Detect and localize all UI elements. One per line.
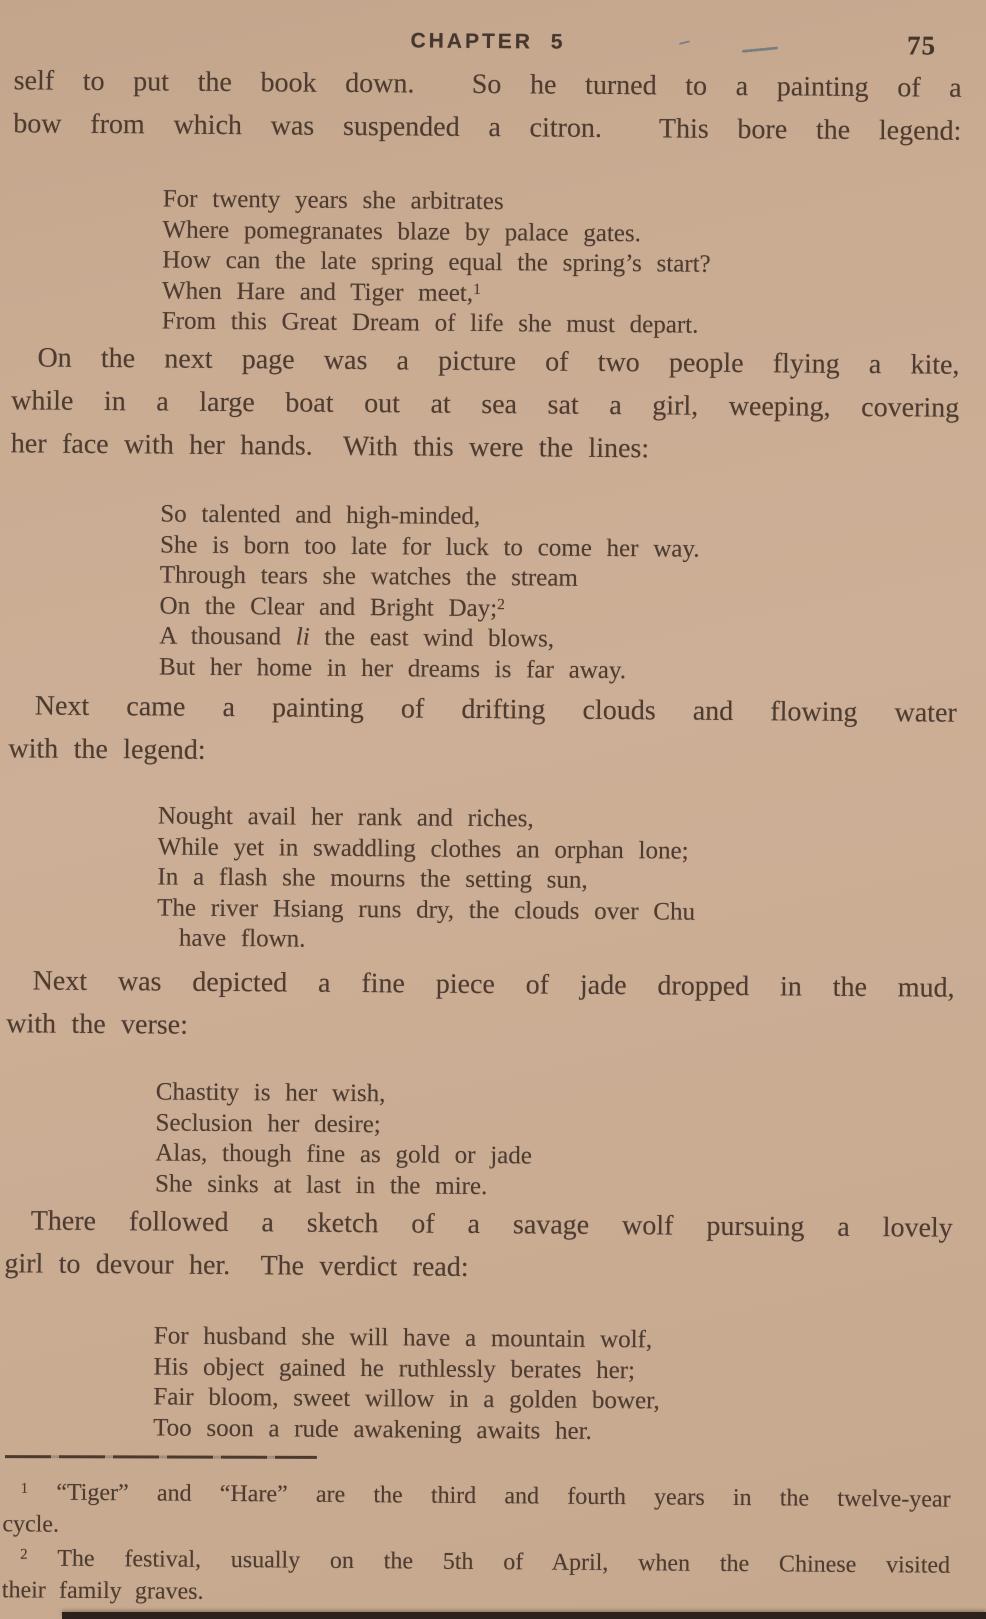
verse-line: Too soon a rude awakening awaits her. <box>153 1413 592 1445</box>
footnote-line: their family graves. <box>1 1577 204 1605</box>
verse-line: have flown. <box>178 924 306 953</box>
footnote <box>2 1542 950 1613</box>
verse-line: While yet in swaddling clothes an orphan lone; <box>157 832 689 865</box>
verse-line: From this Great Dream of life she must depart. <box>161 307 699 339</box>
body-line: with the legend: <box>8 733 206 766</box>
verse-line: She is born too late for luck to come her way. <box>159 530 700 563</box>
verse-line: Chastity is her wish, <box>155 1078 386 1108</box>
paragraph <box>8 684 957 777</box>
body-line: bow from which was suspended a citron. This bore the legend: <box>13 108 962 147</box>
page-number: 75 <box>906 30 937 61</box>
footnote-line: cycle. <box>2 1511 60 1538</box>
verse-line: So talented and high-minded, <box>160 500 481 530</box>
verse-line: His object gained he ruthlessly berates her; <box>153 1352 636 1384</box>
poem <box>159 499 700 686</box>
running-head-chapter: CHAPTER 5 <box>410 29 566 54</box>
page-content <box>2 0 963 1619</box>
verse-text: the east wind blows, <box>309 623 555 653</box>
poem <box>162 184 712 341</box>
verse-line: Where pomegranates blaze by palace gates. <box>162 215 642 247</box>
verse-line: In a flash she mourns the setting sun, <box>157 863 588 894</box>
footnote-rule <box>5 1455 317 1459</box>
body-line: self to put the book down. So he turned to a painting of a <box>13 65 962 104</box>
body-line: There followed a sketch of a savage wolf pursuing a lovely <box>30 1205 953 1244</box>
verse-line: For twenty years she arbitrates <box>162 185 504 216</box>
verse-line <box>159 621 699 656</box>
footnote-marker: 1 <box>20 1480 29 1497</box>
paragraph <box>6 959 955 1052</box>
verse-line: But her home in her dreams is far away. <box>159 652 627 684</box>
body-line: On the next page was a picture of two people flying a kite, <box>37 342 960 381</box>
verse-line: Seclusion her desire; <box>155 1108 381 1138</box>
verse-line: Nought avail her rank and riches, <box>157 802 534 833</box>
footnote <box>2 1476 950 1547</box>
verse-line: Alas, though fine as gold or jade <box>155 1139 533 1170</box>
verse-text-italic: li <box>295 623 310 651</box>
body-line: Next came a painting of drifting clouds and flowing water <box>34 690 957 729</box>
body-line: with the verse: <box>6 1008 189 1041</box>
paragraph <box>13 59 962 152</box>
body-line: her face with her hands. With this were the lines: <box>10 428 650 465</box>
verse-line: Fair bloom, sweet willow in a golden bower, <box>153 1383 660 1415</box>
verse-text: On the Clear and Bright Day; <box>159 591 498 622</box>
footnote-marker: 2 <box>20 1546 28 1563</box>
footnote-text: “Tiger” and “Hare” are the third and fourth years in the twelve-year <box>27 1479 951 1513</box>
poem <box>153 1321 660 1447</box>
verse-line: For husband she will have a mountain wolf, <box>153 1322 653 1354</box>
verse-line: The river Hsiang runs dry, the clouds over Chu <box>157 893 696 926</box>
body-line: Next was depicted a fine piece of jade dropped in the mud, <box>32 965 955 1004</box>
verse-line: Through tears she watches the stream <box>159 561 578 592</box>
verse-text: A thousand <box>159 622 296 651</box>
scan-edge-shadow <box>62 1612 986 1619</box>
verse-line: How can the late spring equal the spring’s start? <box>162 246 711 278</box>
verse-text: When Hare and Tiger meet, <box>161 276 474 307</box>
footnote-text: The festival, usually on the 5th of April, when the Chinese visited <box>27 1545 951 1579</box>
paragraph <box>4 1199 953 1292</box>
poem <box>157 801 696 958</box>
verse-line <box>162 276 711 311</box>
verse-line <box>159 591 699 626</box>
poem <box>155 1077 533 1202</box>
body-line: while in a large boat out at sea sat a girl, weeping, covering <box>11 385 960 424</box>
footnote-marker: 2 <box>497 595 506 613</box>
footnote-marker: 1 <box>473 280 481 298</box>
verse-line: She sinks at last in the mire. <box>154 1169 488 1200</box>
body-line: girl to devour her. The verdict read: <box>4 1248 469 1283</box>
paragraph <box>11 336 960 472</box>
